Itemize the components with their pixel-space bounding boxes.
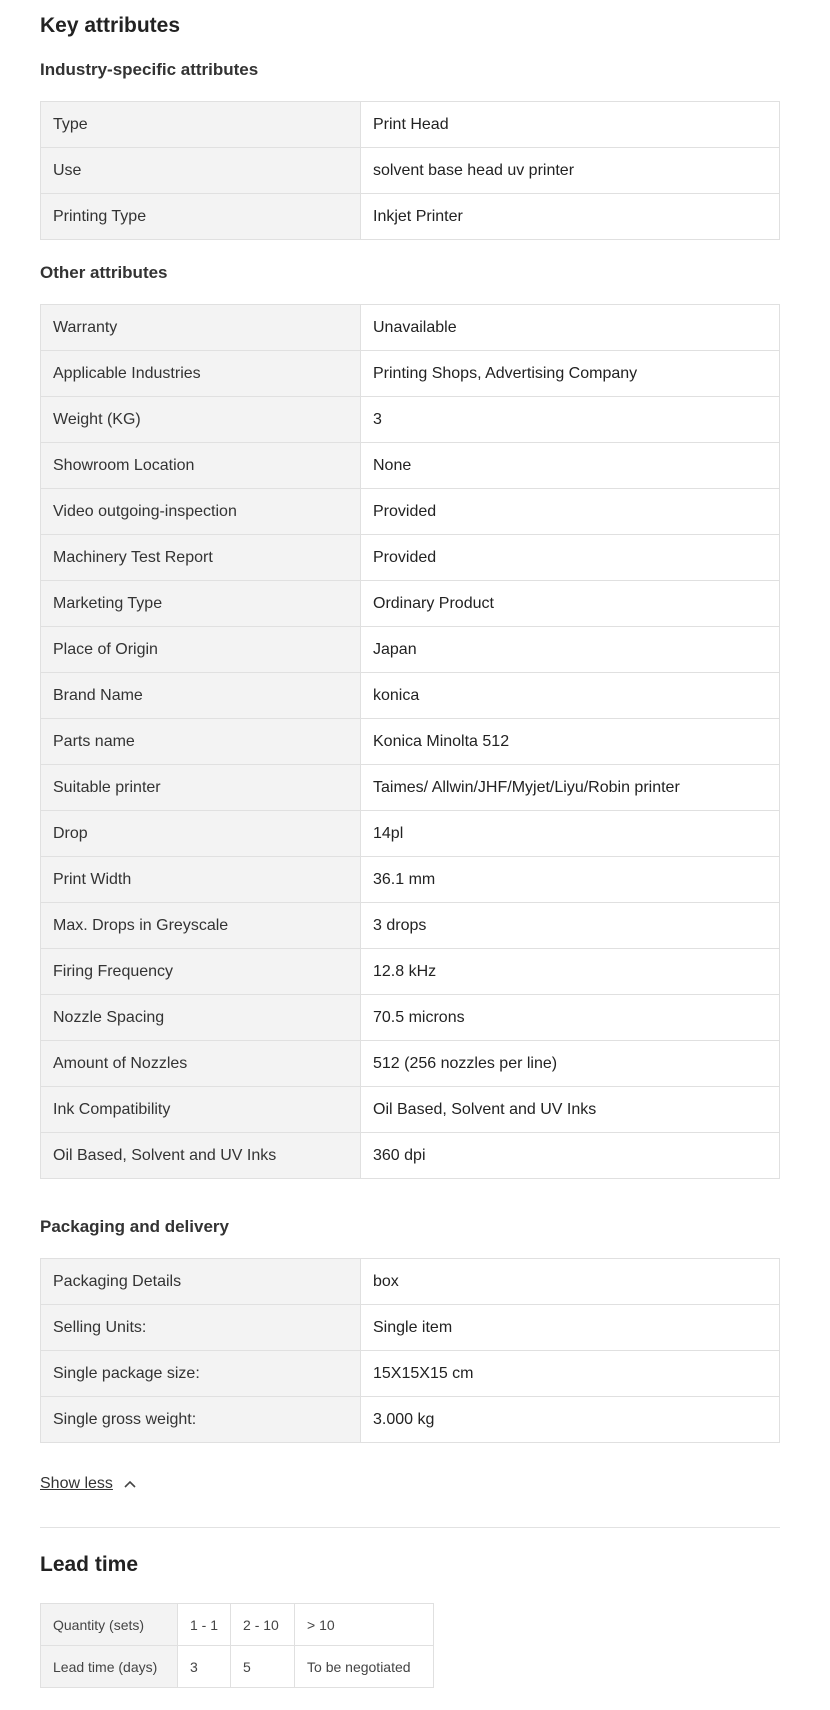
attribute-value: None: [361, 443, 780, 489]
key-attributes-heading: Key attributes: [40, 14, 181, 37]
attribute-row: [41, 903, 780, 949]
attribute-key: Video outgoing-inspection: [41, 489, 361, 535]
attribute-key: Selling Units:: [41, 1305, 361, 1351]
attribute-value: 3.000 kg: [361, 1397, 780, 1443]
industry-attributes-table: [40, 101, 780, 240]
attribute-key: Brand Name: [41, 673, 361, 719]
attribute-row: [41, 305, 780, 351]
lead-time-days-row: [41, 1646, 434, 1688]
attribute-row: [41, 765, 780, 811]
attribute-key: Packaging Details: [41, 1259, 361, 1305]
attribute-row: [41, 627, 780, 673]
lead-time-cell: 5: [231, 1646, 295, 1688]
attribute-key: Nozzle Spacing: [41, 995, 361, 1041]
attribute-key: Firing Frequency: [41, 949, 361, 995]
attribute-row: [41, 1351, 780, 1397]
industry-attributes-heading: Industry-specific attributes: [40, 60, 259, 79]
lead-time-cell: 2 - 10: [231, 1604, 295, 1646]
attribute-value: Konica Minolta 512: [361, 719, 780, 765]
attribute-row: [41, 397, 780, 443]
attribute-key: Parts name: [41, 719, 361, 765]
attribute-value: Provided: [361, 489, 780, 535]
attribute-row: [41, 1259, 780, 1305]
attribute-row: [41, 673, 780, 719]
attribute-key: Oil Based, Solvent and UV Inks: [41, 1133, 361, 1179]
attribute-value: 12.8 kHz: [361, 949, 780, 995]
attribute-row: [41, 351, 780, 397]
section-divider: [40, 1527, 780, 1528]
attribute-value: Japan: [361, 627, 780, 673]
attribute-row: [41, 811, 780, 857]
attribute-row: [41, 1087, 780, 1133]
attribute-value: 36.1 mm: [361, 857, 780, 903]
other-attributes-heading: Other attributes: [40, 263, 168, 282]
attribute-key: Showroom Location: [41, 443, 361, 489]
attribute-key: Weight (KG): [41, 397, 361, 443]
attribute-value: Ordinary Product: [361, 581, 780, 627]
attribute-row: [41, 1397, 780, 1443]
attribute-value: 14pl: [361, 811, 780, 857]
attribute-key: Use: [41, 148, 361, 194]
attribute-value: Single item: [361, 1305, 780, 1351]
attribute-value: 70.5 microns: [361, 995, 780, 1041]
attribute-row: [41, 102, 780, 148]
attribute-value: Unavailable: [361, 305, 780, 351]
attribute-row: [41, 443, 780, 489]
lead-time-cell: 3: [178, 1646, 231, 1688]
show-less-link[interactable]: [40, 1475, 137, 1493]
attribute-key: Warranty: [41, 305, 361, 351]
attribute-key: Marketing Type: [41, 581, 361, 627]
lead-time-cell: Lead time (days): [41, 1646, 178, 1688]
chevron-up-icon: [123, 1479, 137, 1489]
attribute-value: konica: [361, 673, 780, 719]
attribute-row: [41, 1133, 780, 1179]
attribute-value: box: [361, 1259, 780, 1305]
lead-time-cell: Quantity (sets): [41, 1604, 178, 1646]
attribute-key: Single package size:: [41, 1351, 361, 1397]
attribute-value: Taimes/ Allwin/JHF/Myjet/Liyu/Robin printer: [361, 765, 780, 811]
lead-time-cell: To be negotiated: [295, 1646, 434, 1688]
lead-time-cell: 1 - 1: [178, 1604, 231, 1646]
attribute-value: 15X15X15 cm: [361, 1351, 780, 1397]
lead-time-cell: > 10: [295, 1604, 434, 1646]
attribute-key: Amount of Nozzles: [41, 1041, 361, 1087]
attribute-row: [41, 719, 780, 765]
attribute-key: Printing Type: [41, 194, 361, 240]
attribute-row: [41, 535, 780, 581]
attribute-row: [41, 1041, 780, 1087]
attribute-key: Drop: [41, 811, 361, 857]
packaging-delivery-heading: Packaging and delivery: [40, 1217, 229, 1236]
attribute-row: [41, 995, 780, 1041]
attribute-key: Ink Compatibility: [41, 1087, 361, 1133]
attribute-value: Oil Based, Solvent and UV Inks: [361, 1087, 780, 1133]
show-less-label: Show less: [40, 1475, 113, 1492]
attribute-row: [41, 148, 780, 194]
attribute-key: Suitable printer: [41, 765, 361, 811]
attribute-row: [41, 1305, 780, 1351]
attribute-row: [41, 194, 780, 240]
attribute-key: Applicable Industries: [41, 351, 361, 397]
attribute-value: 360 dpi: [361, 1133, 780, 1179]
attribute-key: Print Width: [41, 857, 361, 903]
attribute-row: [41, 949, 780, 995]
attribute-row: [41, 581, 780, 627]
lead-time-table: [40, 1603, 434, 1688]
attribute-value: Provided: [361, 535, 780, 581]
other-attributes-table: [40, 304, 780, 1179]
attribute-key: Max. Drops in Greyscale: [41, 903, 361, 949]
attribute-row: [41, 857, 780, 903]
attribute-row: [41, 489, 780, 535]
attribute-value: solvent base head uv printer: [361, 148, 780, 194]
attribute-value: Inkjet Printer: [361, 194, 780, 240]
attribute-key: Type: [41, 102, 361, 148]
packaging-delivery-table: [40, 1258, 780, 1443]
lead-time-heading: Lead time: [40, 1553, 139, 1576]
attribute-value: 512 (256 nozzles per line): [361, 1041, 780, 1087]
lead-time-header-row: [41, 1604, 434, 1646]
attribute-key: Single gross weight:: [41, 1397, 361, 1443]
attribute-value: 3: [361, 397, 780, 443]
attribute-key: Machinery Test Report: [41, 535, 361, 581]
attribute-value: Print Head: [361, 102, 780, 148]
attribute-key: Place of Origin: [41, 627, 361, 673]
attribute-value: 3 drops: [361, 903, 780, 949]
attribute-value: Printing Shops, Advertising Company: [361, 351, 780, 397]
